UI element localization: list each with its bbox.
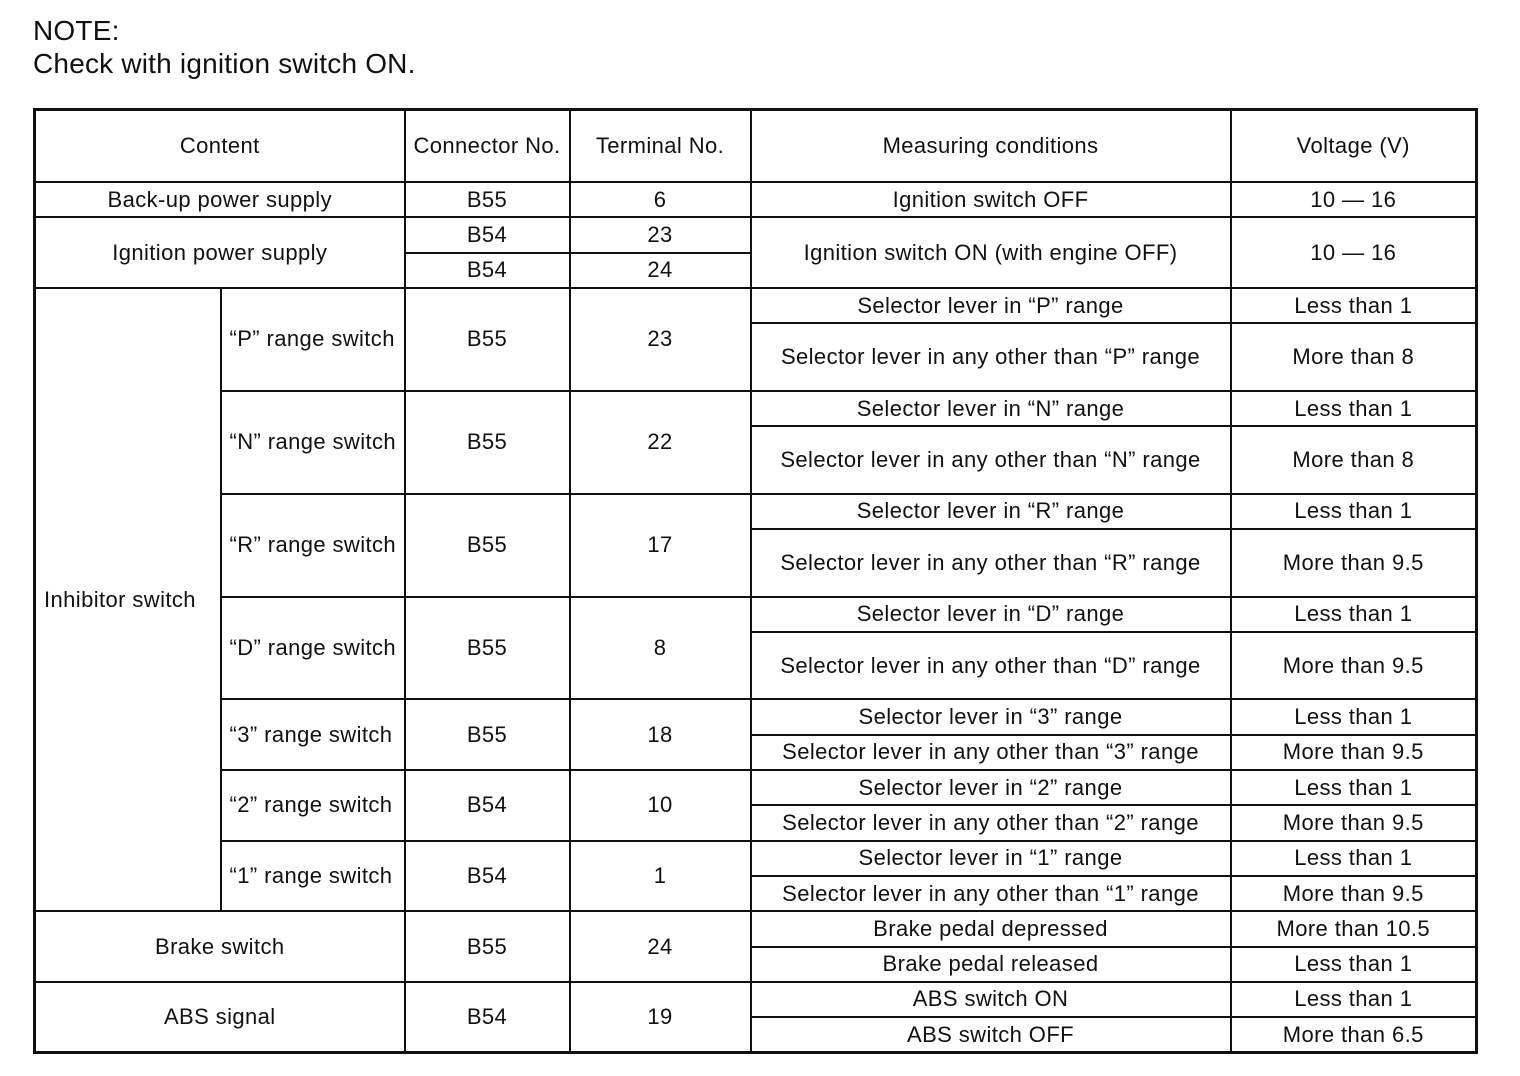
r-range-volt-in: Less than 1 [1231, 494, 1477, 529]
n-range-volt-other: More than 8 [1231, 426, 1477, 494]
table-row [35, 841, 1477, 876]
backup-terminal: 6 [570, 182, 751, 217]
p-range-volt-in: Less than 1 [1231, 288, 1477, 323]
brake-terminal: 24 [570, 911, 751, 982]
table-header-row [35, 110, 1477, 183]
n-range-volt-in: Less than 1 [1231, 391, 1477, 426]
n-range-cond-in: Selector lever in “N” range [751, 391, 1231, 426]
3-range-cond-in: Selector lever in “3” range [751, 699, 1231, 734]
2-range-volt-other: More than 9.5 [1231, 805, 1477, 840]
abs-voltage-1: Less than 1 [1231, 982, 1477, 1017]
d-range-volt-other: More than 9.5 [1231, 632, 1477, 700]
d-range-terminal: 8 [570, 597, 751, 700]
r-range-connector: B55 [405, 494, 570, 597]
table-row [35, 391, 1477, 426]
table-row [35, 288, 1477, 323]
header-voltage: Voltage (V) [1231, 110, 1477, 183]
r-range-cond-other: Selector lever in any other than “R” range [751, 529, 1231, 597]
backup-condition: Ignition switch OFF [751, 182, 1231, 217]
3-range-volt-other: More than 9.5 [1231, 735, 1477, 770]
brake-voltage-1: More than 10.5 [1231, 911, 1477, 946]
3-range-cond-other: Selector lever in any other than “3” range [751, 735, 1231, 770]
1-range-terminal: 1 [570, 841, 751, 912]
brake-condition-2: Brake pedal released [751, 947, 1231, 982]
3-range-terminal: 18 [570, 699, 751, 770]
abs-content: ABS signal [35, 982, 405, 1053]
table-row [35, 699, 1477, 734]
note-block [33, 14, 416, 80]
2-range-connector: B54 [405, 770, 570, 841]
1-range-label: “1” range switch [221, 841, 405, 912]
header-connector: Connector No. [405, 110, 570, 183]
d-range-cond-in: Selector lever in “D” range [751, 597, 1231, 632]
brake-connector: B55 [405, 911, 570, 982]
ignition-voltage: 10 — 16 [1231, 217, 1477, 288]
backup-voltage: 10 — 16 [1231, 182, 1477, 217]
table-row [35, 770, 1477, 805]
2-range-cond-other: Selector lever in any other than “2” range [751, 805, 1231, 840]
p-range-label: “P” range switch [221, 288, 405, 391]
d-range-connector: B55 [405, 597, 570, 700]
table-row [35, 494, 1477, 529]
1-range-connector: B54 [405, 841, 570, 912]
ignition-connector-2: B54 [405, 253, 570, 288]
1-range-volt-other: More than 9.5 [1231, 876, 1477, 911]
n-range-terminal: 22 [570, 391, 751, 494]
p-range-terminal: 23 [570, 288, 751, 391]
ignition-condition: Ignition switch ON (with engine OFF) [751, 217, 1231, 288]
table-row [35, 182, 1477, 217]
abs-condition-2: ABS switch OFF [751, 1017, 1231, 1052]
abs-terminal: 19 [570, 982, 751, 1053]
1-range-cond-other: Selector lever in any other than “1” range [751, 876, 1231, 911]
abs-condition-1: ABS switch ON [751, 982, 1231, 1017]
abs-connector: B54 [405, 982, 570, 1053]
backup-content: Back-up power supply [35, 182, 405, 217]
1-range-cond-in: Selector lever in “1” range [751, 841, 1231, 876]
n-range-label: “N” range switch [221, 391, 405, 494]
2-range-label: “2” range switch [221, 770, 405, 841]
ignition-terminal-2: 24 [570, 253, 751, 288]
note-heading: NOTE: [33, 15, 120, 46]
2-range-volt-in: Less than 1 [1231, 770, 1477, 805]
d-range-cond-other: Selector lever in any other than “D” range [751, 632, 1231, 700]
ignition-terminal-1: 23 [570, 217, 751, 252]
d-range-volt-in: Less than 1 [1231, 597, 1477, 632]
header-content: Content [35, 110, 405, 183]
brake-condition-1: Brake pedal depressed [751, 911, 1231, 946]
p-range-cond-in: Selector lever in “P” range [751, 288, 1231, 323]
r-range-terminal: 17 [570, 494, 751, 597]
header-terminal: Terminal No. [570, 110, 751, 183]
3-range-label: “3” range switch [221, 699, 405, 770]
p-range-cond-other: Selector lever in any other than “P” range [751, 323, 1231, 391]
2-range-terminal: 10 [570, 770, 751, 841]
r-range-cond-in: Selector lever in “R” range [751, 494, 1231, 529]
r-range-volt-other: More than 9.5 [1231, 529, 1477, 597]
table-row [35, 217, 1477, 252]
table-row [35, 597, 1477, 632]
abs-voltage-2: More than 6.5 [1231, 1017, 1477, 1052]
n-range-cond-other: Selector lever in any other than “N” range [751, 426, 1231, 494]
d-range-label: “D” range switch [221, 597, 405, 700]
table-row [35, 911, 1477, 946]
note-text: Check with ignition switch ON. [33, 48, 416, 79]
1-range-volt-in: Less than 1 [1231, 841, 1477, 876]
voltage-spec-table [33, 108, 1478, 1054]
2-range-cond-in: Selector lever in “2” range [751, 770, 1231, 805]
brake-content: Brake switch [35, 911, 405, 982]
brake-voltage-2: Less than 1 [1231, 947, 1477, 982]
3-range-connector: B55 [405, 699, 570, 770]
inhibitor-content: Inhibitor switch [35, 288, 221, 911]
backup-connector: B55 [405, 182, 570, 217]
ignition-connector-1: B54 [405, 217, 570, 252]
p-range-volt-other: More than 8 [1231, 323, 1477, 391]
header-conditions: Measuring conditions [751, 110, 1231, 183]
r-range-label: “R” range switch [221, 494, 405, 597]
ignition-content: Ignition power supply [35, 217, 405, 288]
n-range-connector: B55 [405, 391, 570, 494]
table-row [35, 982, 1477, 1017]
3-range-volt-in: Less than 1 [1231, 699, 1477, 734]
p-range-connector: B55 [405, 288, 570, 391]
